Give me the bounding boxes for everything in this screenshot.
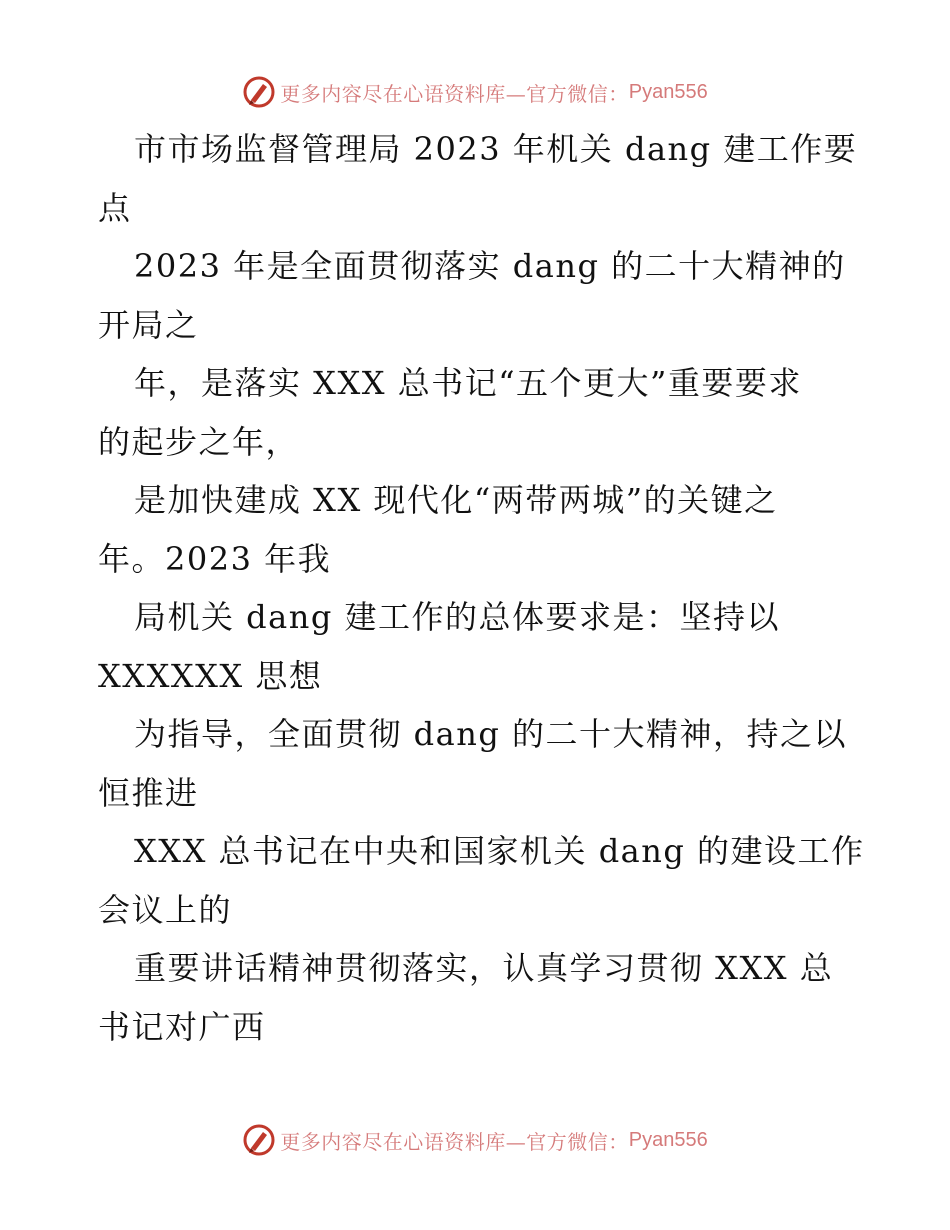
paragraph-line: XXXXXX 思想 bbox=[98, 656, 323, 695]
header-watermark bbox=[0, 72, 950, 112]
paragraph bbox=[98, 588, 858, 705]
paragraph-line: 恒推进 bbox=[98, 773, 199, 812]
watermark-wechat-id: Pyan556 bbox=[628, 1128, 708, 1151]
paragraph bbox=[98, 237, 858, 354]
paragraph-line: 会议上的 bbox=[98, 890, 233, 929]
paragraph bbox=[98, 822, 865, 939]
pen-logo-icon bbox=[242, 1123, 276, 1157]
paragraph bbox=[98, 354, 858, 471]
paragraph-line: 重要讲话精神贯彻落实，认真学习贯彻 XXX 总 bbox=[134, 949, 834, 987]
paragraph-line: 市市场监督管理局 2023 年机关 dang 建工作要 bbox=[134, 130, 858, 168]
watermark-text: 更多内容尽在心语资料库—官方微信： bbox=[280, 81, 629, 106]
paragraph-line: 开局之 bbox=[98, 305, 199, 344]
watermark-text: 更多内容尽在心语资料库—官方微信： bbox=[280, 1129, 629, 1154]
paragraph bbox=[98, 939, 858, 1056]
footer-watermark bbox=[0, 1120, 950, 1160]
paragraph-line: 点 bbox=[98, 188, 132, 227]
paragraph-line: 年。2023 年我 bbox=[98, 539, 332, 578]
pen-logo-icon bbox=[242, 75, 276, 109]
document-body bbox=[98, 120, 865, 1056]
paragraph-line: 为指导，全面贯彻 dang 的二十大精神，持之以 bbox=[134, 715, 848, 753]
paragraph-line: 局机关 dang 建工作的总体要求是：坚持以 bbox=[134, 598, 781, 636]
paragraph-line: XXX 总书记在中央和国家机关 dang 的建设工作 bbox=[134, 832, 865, 870]
paragraph bbox=[98, 705, 858, 822]
paragraph-title bbox=[98, 120, 858, 237]
paragraph-line: 书记对广西 bbox=[98, 1007, 266, 1046]
paragraph-line: 的起步之年， bbox=[98, 422, 300, 461]
paragraph-line: 2023 年是全面贯彻落实 dang 的二十大精神的 bbox=[134, 247, 846, 285]
paragraph-line: 是加快建成 XX 现代化“两带两城”的关键之 bbox=[134, 481, 778, 519]
watermark-wechat-id: Pyan556 bbox=[628, 80, 708, 103]
paragraph-line: 年，是落实 XXX 总书记“五个更大”重要要求 bbox=[134, 364, 802, 402]
paragraph bbox=[98, 471, 858, 588]
